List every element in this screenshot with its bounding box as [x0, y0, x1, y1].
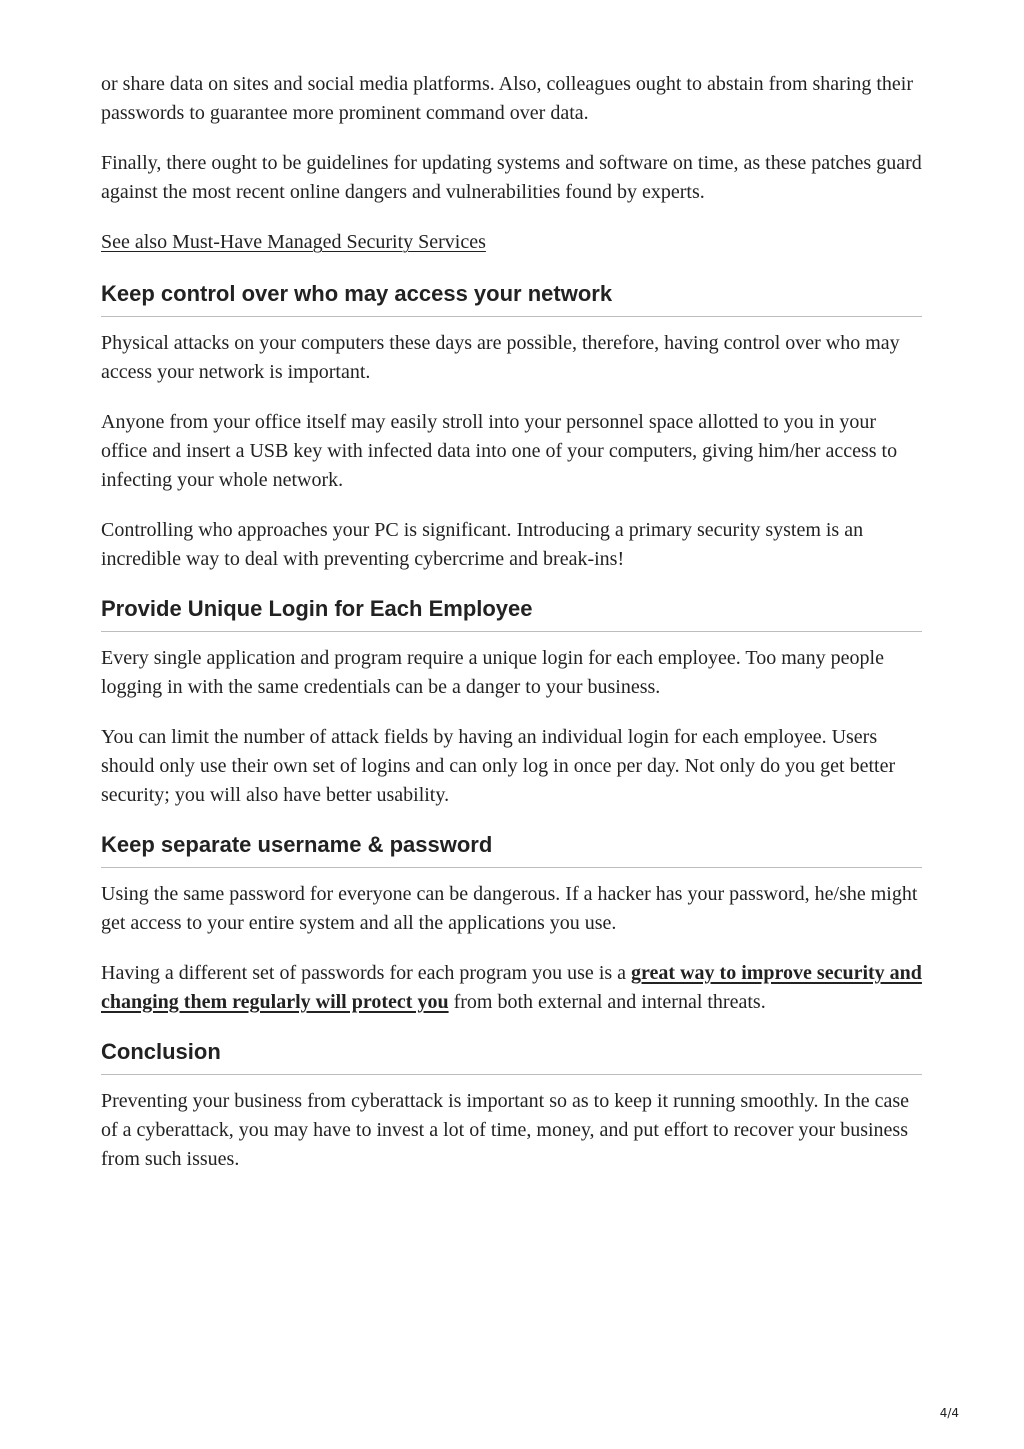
- section-heading-network-access: Keep control over who may access your network: [101, 280, 922, 317]
- section-heading-username-password: Keep separate username & password: [101, 831, 922, 868]
- article-body: [101, 70, 922, 1195]
- body-paragraph: Controlling who approaches your PC is significant. Introducing a primary security system is an incredible way to deal with preventing cybercrime and break-ins!: [101, 519, 864, 570]
- paragraph-text: from both external and internal threats.: [448, 991, 766, 1013]
- intro-paragraph: or share data on sites and social media platforms. Also, colleagues ought to abstain from sharing their passwords to guarantee more prominent command over data.: [101, 73, 914, 124]
- body-paragraph: Anyone from your office itself may easily stroll into your personnel space allotted to you in your office and insert a USB key with infected data into one of your computers, giving him/her access to infecting your whole network.: [101, 411, 898, 491]
- body-paragraph: You can limit the number of attack fields by having an individual login for each employee. Users should only use their own set of logins and can only log in once per day. Not only do you get better security; you will also have better usability.: [101, 726, 896, 806]
- section-heading-conclusion: Conclusion: [101, 1038, 922, 1075]
- improve-security-link[interactable]: great way to improve security and changing them regularly will protect you: [101, 962, 922, 1013]
- body-paragraph: Preventing your business from cyberattack is important so as to keep it running smoothly. In the case of a cyberattack, you may have to invest a lot of time, money, and put effort to recover your business from such issues.: [101, 1090, 909, 1170]
- see-also-link[interactable]: See also Must-Have Managed Security Services: [101, 231, 486, 253]
- body-paragraph-with-link: [101, 959, 922, 1017]
- page-number: 4/4: [939, 1406, 959, 1420]
- body-paragraph: Every single application and program require a unique login for each employee. Too many people logging in with the same credentials can be a danger to your business.: [101, 647, 884, 698]
- intro-paragraph: Finally, there ought to be guidelines for updating systems and software on time, as these patches guard against the most recent online dangers and vulnerabilities found by experts.: [101, 152, 922, 203]
- body-paragraph: Physical attacks on your computers these days are possible, therefore, having control over who may access your network is important.: [101, 332, 900, 383]
- section-heading-unique-login: Provide Unique Login for Each Employee: [101, 595, 922, 632]
- paragraph-text: Having a different set of passwords for each program you use is a: [101, 962, 632, 984]
- see-also-paragraph: [101, 228, 922, 257]
- body-paragraph: Using the same password for everyone can be dangerous. If a hacker has your password, he/she might get access to your entire system and all the applications you use.: [101, 883, 918, 934]
